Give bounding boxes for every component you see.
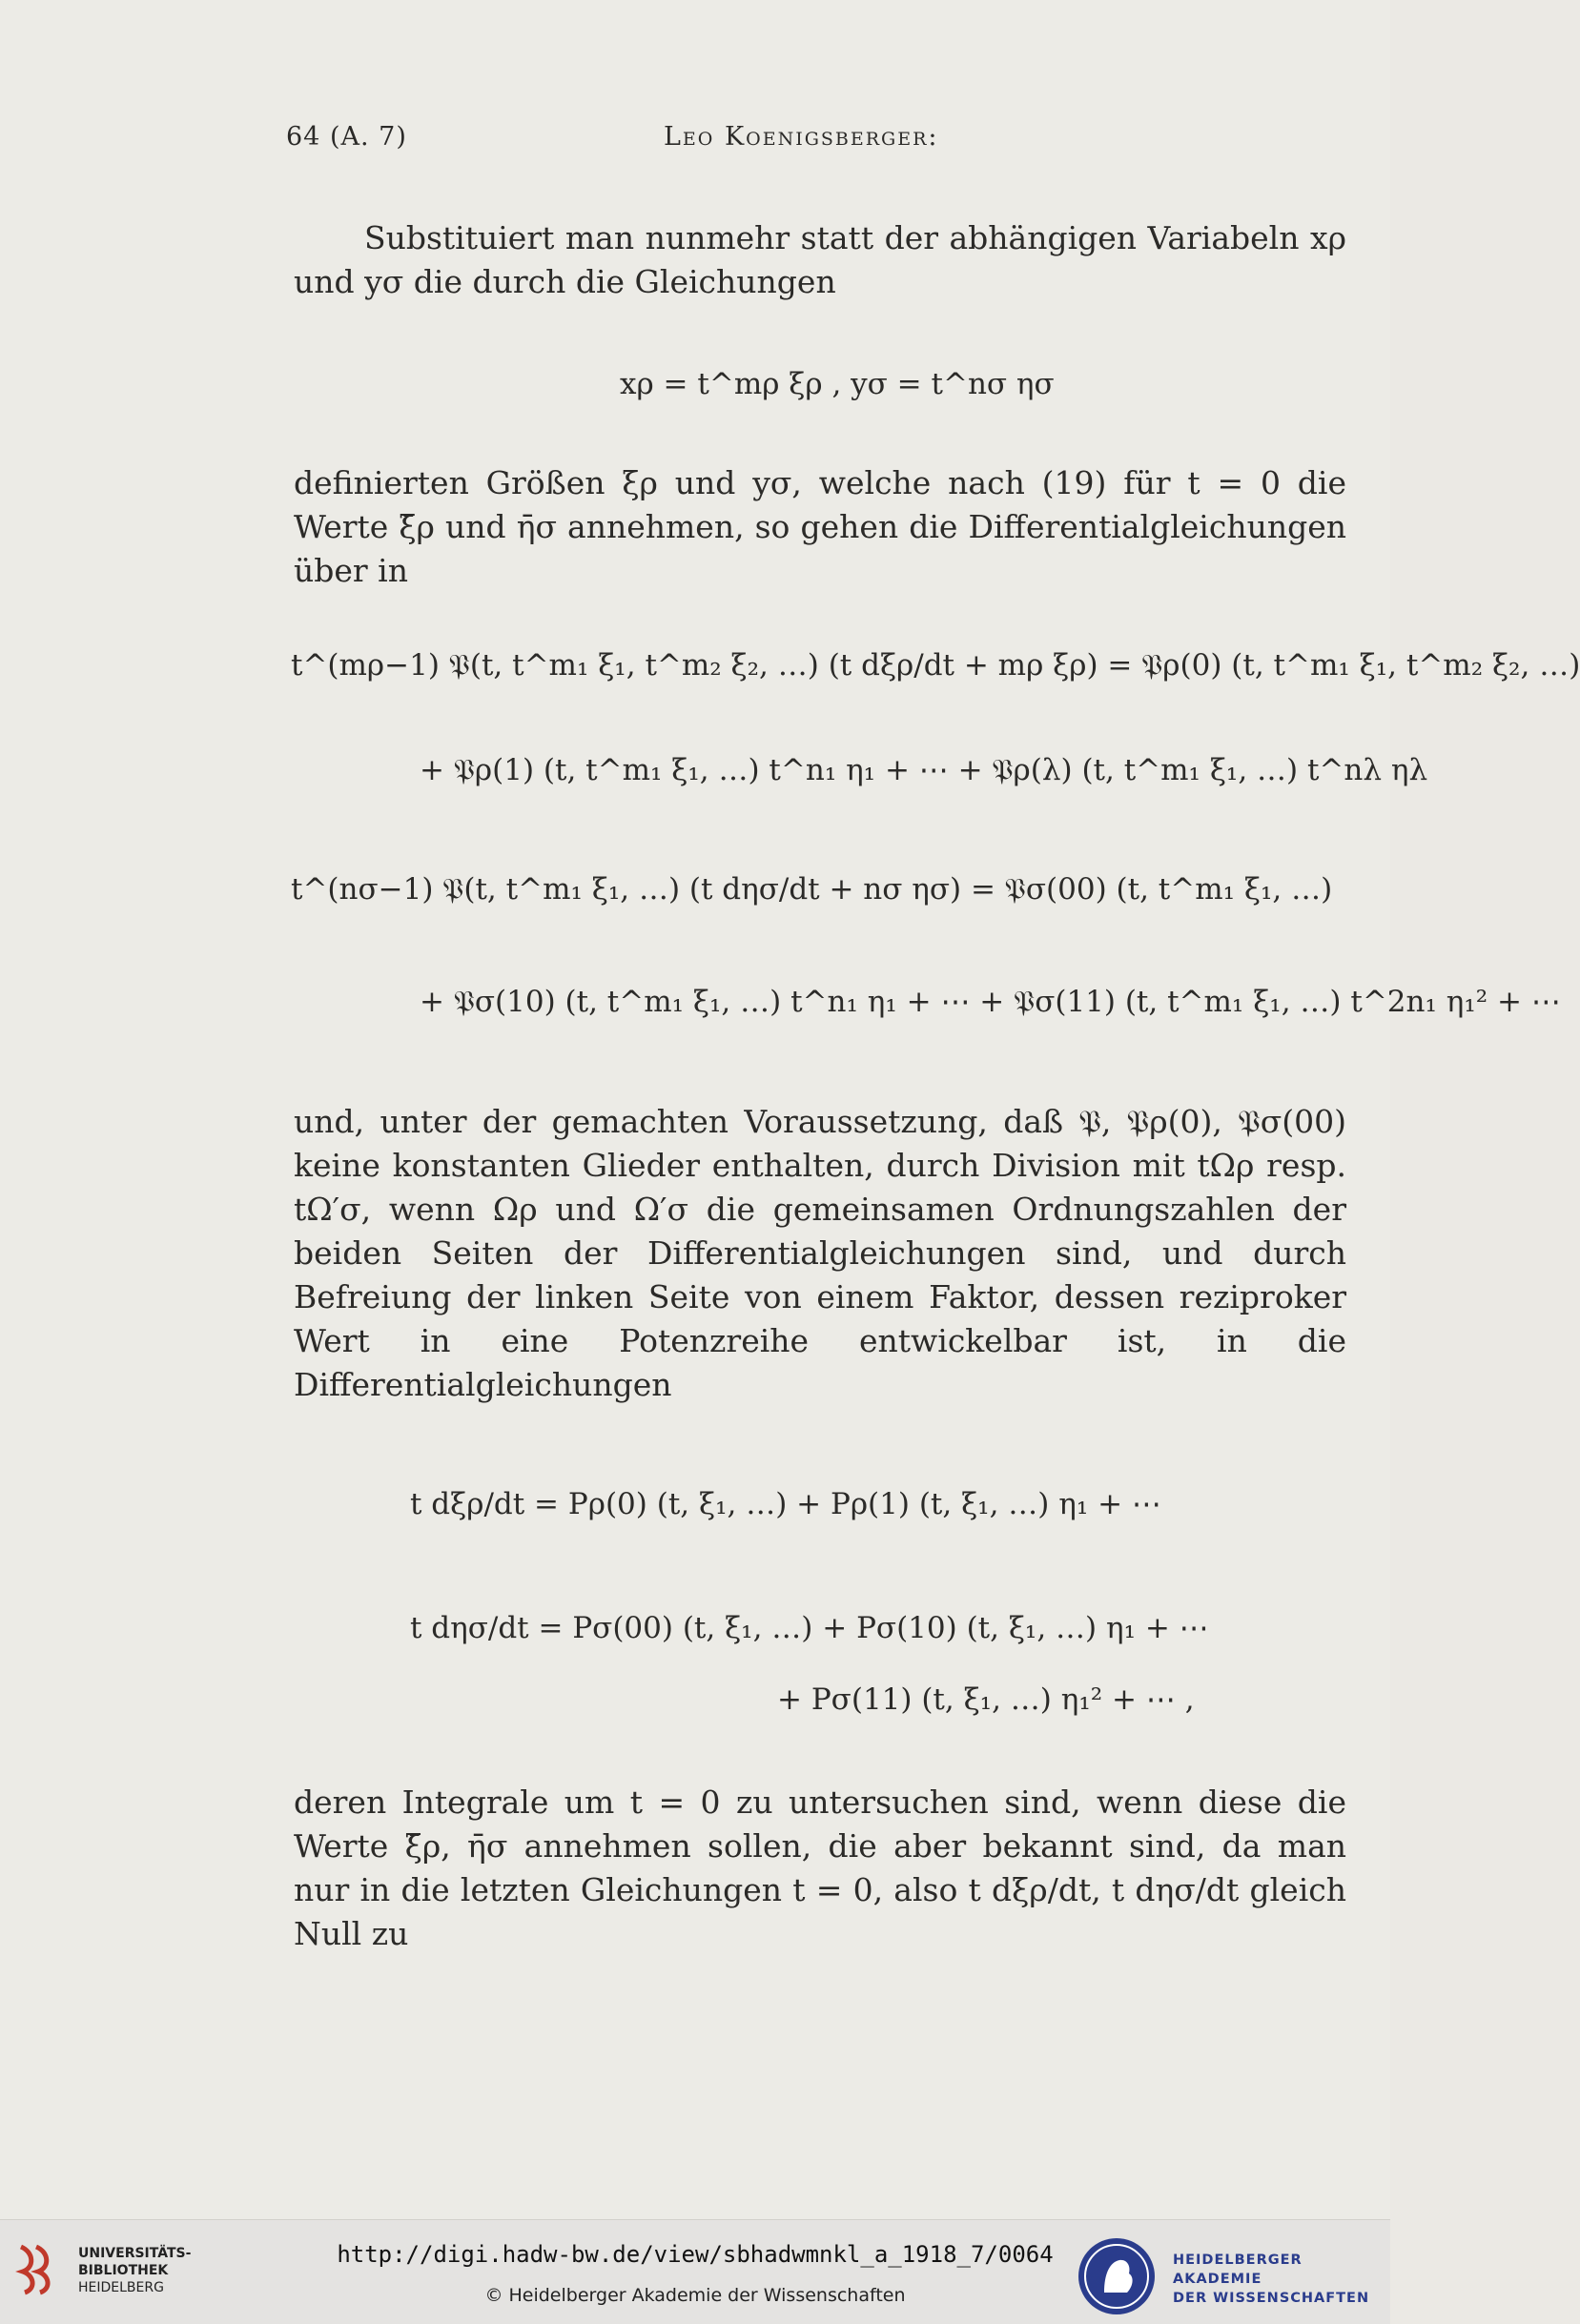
copyright-notice: © Heidelberger Akademie der Wissenschaften — [484, 2285, 906, 2306]
equation-3-line-1: t^(nσ−1) 𝔓(t, t^m₁ ξ₁, …) (t dησ/dt + nσ ησ) = 𝔓σ(00) (t, t^m₁ ξ₁, …) — [291, 872, 1333, 907]
academy-seal-icon — [1076, 2235, 1158, 2317]
equation-2-line-1: t^(mρ−1) 𝔓(t, t^m₁ ξ₁, t^m₂ ξ₂, …) (t dξρ/dt + mρ ξρ) = 𝔓ρ(0) (t, t^m₁ ξ₁, t^m₂ ξ₂, …) — [291, 648, 1580, 683]
paragraph-3: und, unter der gemachten Voraussetzung, daß 𝔓, 𝔓ρ(0), 𝔓σ(00) keine konstanten Glieder enthalten, durch Division mit tΩρ resp. tΩ′σ, wenn Ωρ und Ω′σ die gemeinsamen Ordnungszahlen der beiden Seiten der Differentialgleichungen sind, und durch Befreiung der linken Seite von einem Faktor, dessen reziproker Wert in eine Potenzreihe entwickelbar ist, in die Differentialgleichungen — [294, 1103, 1346, 1403]
university-library-name: UNIVERSITÄTS- BIBLIOTHEK HEIDELBERG — [78, 2246, 192, 2295]
equation-2-line-2: + 𝔓ρ(1) (t, t^m₁ ξ₁, …) t^n₁ η₁ + ⋯ + 𝔓ρ(λ) (t, t^m₁ ξ₁, …) t^nλ ηλ — [420, 753, 1428, 787]
paragraph-4: deren Integrale um t = 0 zu untersuchen sind, wenn diese die Werte ξ̄ρ, η̄σ annehmen sollen, die aber bekannt sind, da man nur in die letzten Gleichungen t = 0, also t dξρ/dt, t dησ/dt gleich Null zu — [294, 1784, 1346, 1952]
equation-3-line-2: + 𝔓σ(10) (t, t^m₁ ξ₁, …) t^n₁ η₁ + ⋯ + 𝔓σ(11) (t, t^m₁ ξ₁, …) t^2n₁ η₁² + ⋯ — [420, 985, 1561, 1019]
paragraph-1: Substituiert man nunmehr statt der abhängigen Variabeln xρ und yσ die durch die Gleichungen — [294, 219, 1346, 300]
running-author: Leo Koenigsberger: — [664, 122, 939, 152]
digitization-footer — [0, 2219, 1390, 2324]
paragraph-2: definierten Größen ξρ und yσ, welche nach (19) für t = 0 die Werte ξ̄ρ und η̄σ annehmen, so gehen die Differentialgleichungen über in — [294, 464, 1346, 589]
permalink-url[interactable]: http://digi.hadw-bw.de/view/sbhadwmnkl_a_1918_7/0064 — [337, 2241, 1054, 2268]
equation-5-line-2: + Pσ(11) (t, ξ₁, …) η₁² + ⋯ , — [777, 1682, 1195, 1717]
equation-4: t dξρ/dt = Pρ(0) (t, ξ₁, …) + Pρ(1) (t, ξ₁, …) η₁ + ⋯ — [410, 1487, 1161, 1521]
page-number: 64 (A. 7) — [286, 122, 407, 152]
equation-5-line-1: t dησ/dt = Pσ(00) (t, ξ₁, …) + Pσ(10) (t, ξ₁, …) η₁ + ⋯ — [410, 1611, 1209, 1645]
academy-name: HEIDELBERGER AKADEMIE DER WISSENSCHAFTEN — [1173, 2253, 1370, 2306]
equation-1: xρ = t^mρ ξρ , yσ = t^nσ ησ — [620, 367, 1055, 401]
